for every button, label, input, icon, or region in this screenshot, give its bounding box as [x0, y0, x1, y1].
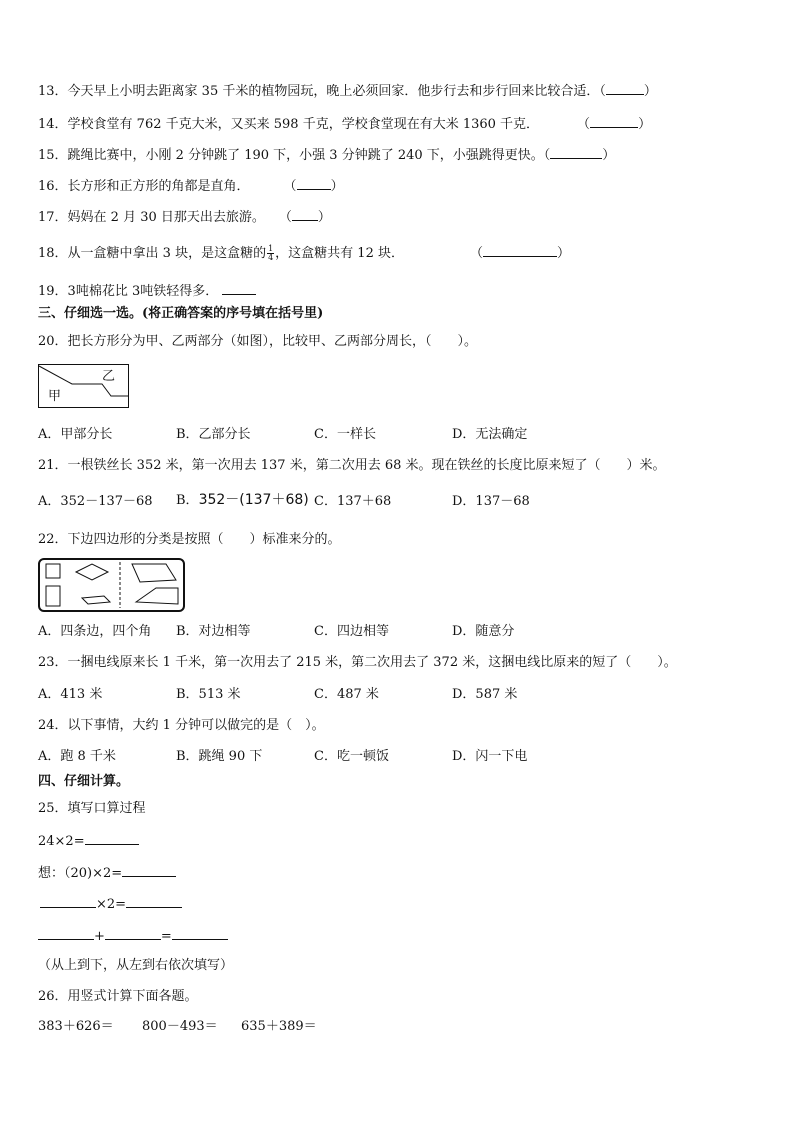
q13-text: 13．今天早上小明去距离家 35 千米的植物园玩，晚上必须回家．他步行去和步行回来比较合适．（ — [38, 84, 606, 99]
q21-option-b-letter: B． — [176, 493, 199, 508]
question-14 — [38, 115, 651, 134]
figure-label-yi: 乙 — [102, 369, 116, 384]
question-24: 24．以下事情，大约 1 分钟可以做完的是（ ）。 — [38, 718, 325, 733]
q21-option-b-expression: 352－(137＋68) — [198, 492, 309, 508]
question-15 — [38, 146, 615, 165]
q22-option-a[interactable]: A．四条边，四个角 — [38, 624, 152, 639]
q14-close: ） — [638, 117, 652, 132]
q25-line-1 — [38, 832, 139, 851]
q16-close: ） — [330, 179, 344, 194]
q26-expr-3: 635＋389＝ — [241, 1019, 317, 1034]
quadrilateral-classification-figure — [38, 558, 186, 614]
q23-option-a[interactable]: A．413 米 — [38, 687, 103, 702]
q17-open: （ — [278, 210, 292, 225]
q18-close: ） — [557, 246, 571, 261]
q23-option-d[interactable]: D．587 米 — [452, 687, 518, 702]
q21-option-d[interactable]: D．137－68 — [452, 494, 530, 509]
rectangle-division-figure — [38, 364, 130, 410]
question-13 — [38, 82, 657, 101]
q19-text: 19．3吨棉花比 3吨铁轻得多． — [38, 284, 219, 299]
question-20: 20．把长方形分为甲、乙两部分（如图），比较甲、乙两部分周长，（ ）。 — [38, 334, 478, 349]
question-22: 22．下边四边形的分类是按照（ ）标准来分的。 — [38, 532, 341, 547]
q20-option-d[interactable]: D．无法确定 — [452, 427, 528, 442]
answer-blank[interactable] — [40, 895, 96, 908]
q25-eq: = — [160, 929, 172, 944]
q17-close: ） — [317, 210, 331, 225]
q15-text: 15．跳绳比赛中，小刚 2 分钟跳了 190 下，小强 3 分钟跳了 240 下，小强跳得更快。（ — [38, 148, 551, 163]
q25-expr-3: ×2= — [96, 897, 127, 912]
answer-blank[interactable] — [172, 927, 228, 940]
question-26-title: 26．用竖式计算下面各题。 — [38, 989, 198, 1004]
q17-text: 17．妈妈在 2 月 30 日那天出去旅游。 — [38, 210, 265, 225]
q24-option-b[interactable]: B．跳绳 90 下 — [176, 749, 263, 764]
question-25-title: 25．填写口算过程 — [38, 801, 146, 816]
q21-option-a[interactable]: A．352－137－68 — [38, 494, 153, 509]
answer-blank[interactable] — [122, 864, 176, 877]
q21-option-c[interactable]: C．137＋68 — [314, 494, 392, 509]
q26-expr-2: 800－493＝ — [142, 1019, 218, 1034]
q25-note: （从上到下，从左到右依次填写） — [38, 958, 234, 973]
question-19 — [38, 282, 256, 301]
q20-option-a[interactable]: A．甲部分长 — [38, 427, 113, 442]
answer-blank[interactable] — [105, 927, 161, 940]
section-4-heading: 四、仔细计算。 — [38, 774, 130, 789]
answer-blank[interactable] — [483, 244, 557, 257]
question-23: 23．一捆电线原来长 1 千米，第一次用去了 215 米，第二次用去了 372 米，这捆电线比原来的短了（ ）。 — [38, 655, 677, 670]
q18-text2: ，这盒糖共有 12 块． — [275, 246, 404, 261]
q20-option-c[interactable]: C．一样长 — [314, 427, 376, 442]
q14-text: 14．学校食堂有 762 千克大米，又买来 598 千克，学校食堂现在有大米 1360 千克． — [38, 117, 540, 132]
answer-blank[interactable] — [550, 146, 602, 159]
question-16 — [38, 177, 344, 196]
question-18 — [38, 244, 570, 263]
q25-expr-1: 24×2= — [38, 834, 85, 849]
question-17 — [38, 208, 331, 227]
q25-expr-2: 想：（20)×2= — [38, 866, 123, 881]
q15-close: ） — [602, 148, 616, 163]
q26-expr-1: 383＋626＝ — [38, 1019, 114, 1034]
answer-blank[interactable] — [38, 927, 94, 940]
q16-open: （ — [283, 179, 297, 194]
section-3-heading: 三、仔细选一选。(将正确答案的序号填在括号里) — [38, 306, 324, 321]
q24-option-d[interactable]: D．闪一下电 — [452, 749, 528, 764]
q14-open: （ — [577, 117, 591, 132]
q25-line-3 — [38, 895, 182, 914]
q23-option-c[interactable]: C．487 米 — [314, 687, 379, 702]
q16-text: 16．长方形和正方形的角都是直角． — [38, 179, 250, 194]
q25-plus: + — [94, 929, 105, 944]
answer-blank[interactable] — [222, 282, 256, 295]
answer-blank[interactable] — [606, 82, 644, 95]
q22-option-d[interactable]: D．随意分 — [452, 624, 515, 639]
q25-line-4 — [38, 927, 228, 946]
fraction: $\frac{1}{4}$ — [268, 244, 274, 262]
q18-open: （ — [469, 246, 483, 261]
answer-blank[interactable] — [85, 832, 139, 845]
q22-option-c[interactable]: C．四边相等 — [314, 624, 389, 639]
figure-label-jia: 甲 — [48, 389, 62, 404]
q13-close: ） — [643, 84, 657, 99]
q20-option-b[interactable]: B．乙部分长 — [176, 427, 251, 442]
q24-option-c[interactable]: C．吃一顿饭 — [314, 749, 389, 764]
q18-text1: 18．从一盒糖中拿出 3 块，是这盒糖的 — [38, 246, 267, 261]
question-21: 21．一根铁丝长 352 米，第一次用去 137 米，第二次用去 68 米。现在铁丝的长度比原来短了（ ）米。 — [38, 458, 666, 473]
answer-blank[interactable] — [297, 177, 331, 190]
answer-blank[interactable] — [292, 208, 318, 221]
q25-line-2 — [38, 864, 176, 883]
answer-blank[interactable] — [590, 115, 638, 128]
q23-option-b[interactable]: B．513 米 — [176, 687, 241, 702]
answer-blank[interactable] — [126, 895, 182, 908]
q21-option-b[interactable] — [176, 491, 309, 510]
q22-option-b[interactable]: B．对边相等 — [176, 624, 251, 639]
q24-option-a[interactable]: A．跑 8 千米 — [38, 749, 116, 764]
